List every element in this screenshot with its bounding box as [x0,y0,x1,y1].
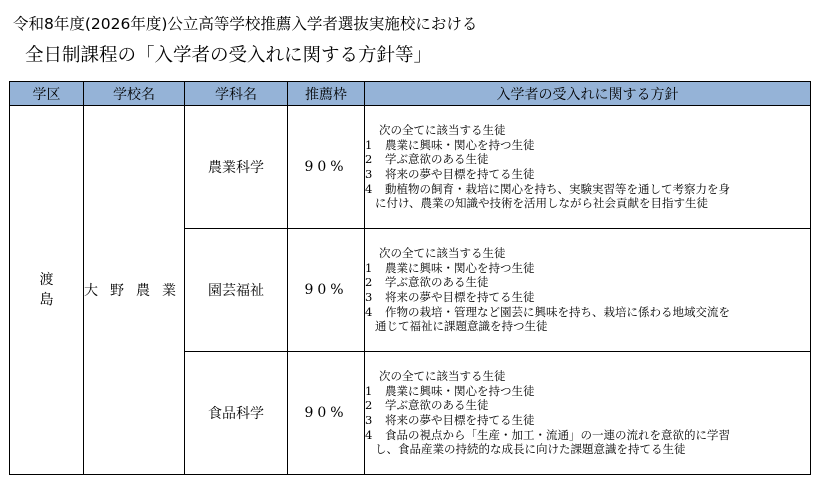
policy-item-continuation: に付け、農業の知識や技術を活用しながら社会貢献を目指す生徒 [375,196,709,211]
department-cell: 農業科学 [185,106,288,229]
policy-intro: 次の全てに該当する生徒 [379,246,506,261]
policy-item: 1 農業に興味・関心を持つ生徒 [365,260,535,275]
policy-item: 3 将来の夢や目標を持てる生徒 [365,167,535,181]
header-quota: 推薦枠 [288,82,365,106]
policy-item: 4 食品の視点から「生産・加工・流通」の一連の流れを意欲的に学習 [365,427,730,442]
document-title: 令和8年度(2026年度)公立高等学校推薦入学者選抜実施校における [13,15,478,33]
policy-item: 4 作物の栽培・管理など園芸に興味を持ち、栽培に係わる地域交流を [365,304,730,319]
table-header-row [10,82,811,106]
district-char: 島 [39,292,54,308]
header-school: 学校名 [84,82,185,106]
document-subtitle: 全日制課程の「入学者の受入れに関する方針等」 [25,45,433,66]
school-name-cell: 大野農業 [84,106,185,475]
policy-item: 3 将来の夢や目標を持てる生徒 [365,290,535,304]
quota-cell: 90% [288,352,365,475]
header-district: 学区 [10,82,84,106]
policy-intro: 次の全てに該当する生徒 [379,369,506,384]
policy-item: 1 農業に興味・関心を持つ生徒 [365,137,535,152]
policy-item: 2 学ぶ意欲のある生徒 [365,275,489,290]
policy-item: 3 将来の夢や目標を持てる生徒 [365,413,535,427]
header-department: 学科名 [185,82,288,106]
quota-cell: 90% [288,106,365,229]
department-cell: 園芸福祉 [185,229,288,352]
district-cell [10,106,84,475]
policy-cell [365,106,811,229]
table-row [10,106,811,229]
policy-item: 2 学ぶ意欲のある生徒 [365,152,489,167]
quota-cell: 90% [288,229,365,352]
policy-item: 4 動植物の飼育・栽培に関心を持ち、実験実習等を通して考察力を身 [365,181,730,196]
policy-item-continuation: 通じて福祉に課題意識を持つ生徒 [375,319,548,334]
policy-item: 2 学ぶ意欲のある生徒 [365,398,489,413]
district-char: 渡 [39,272,54,288]
policy-cell [365,352,811,475]
header-policy: 入学者の受入れに関する方針 [365,82,811,106]
policy-item-continuation: し、食品産業の持続的な成長に向けた課題意識を持てる生徒 [375,442,686,457]
policy-intro: 次の全てに該当する生徒 [379,123,506,138]
admission-policy-table [9,81,811,475]
policy-item: 1 農業に興味・関心を持つ生徒 [365,383,535,398]
department-cell: 食品科学 [185,352,288,475]
policy-cell [365,229,811,352]
